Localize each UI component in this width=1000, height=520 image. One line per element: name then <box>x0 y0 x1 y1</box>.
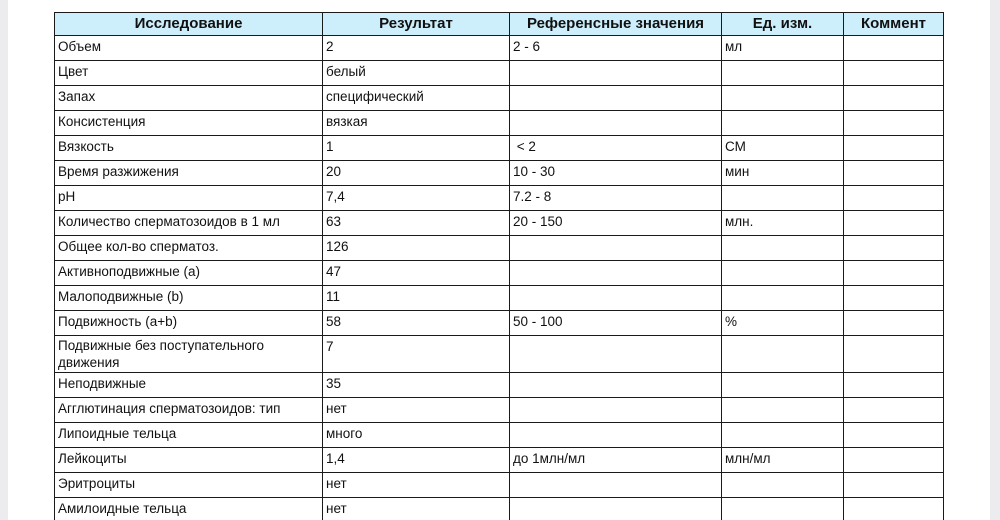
cell-unit <box>722 423 844 448</box>
table-row <box>55 161 944 186</box>
cell-unit: мин <box>722 161 844 186</box>
cell-reference <box>510 423 722 448</box>
cell-test: Время разжижения <box>55 161 323 186</box>
table-row <box>55 448 944 473</box>
cell-unit <box>722 336 844 373</box>
cell-unit: мл <box>722 36 844 61</box>
cell-comment <box>844 311 944 336</box>
cell-comment <box>844 286 944 311</box>
cell-result: 2 <box>323 36 510 61</box>
cell-test: Неподвижные <box>55 373 323 398</box>
cell-unit <box>722 111 844 136</box>
cell-unit <box>722 236 844 261</box>
cell-unit <box>722 473 844 498</box>
cell-comment <box>844 423 944 448</box>
cell-test: Общее кол-во сперматоз. <box>55 236 323 261</box>
cell-reference: до 1млн/мл <box>510 448 722 473</box>
cell-unit: млн. <box>722 211 844 236</box>
cell-reference <box>510 111 722 136</box>
cell-reference: 2 - 6 <box>510 36 722 61</box>
table-row <box>55 86 944 111</box>
column-header-unit: Ед. изм. <box>722 13 844 36</box>
table-row <box>55 473 944 498</box>
cell-comment <box>844 236 944 261</box>
cell-comment <box>844 186 944 211</box>
cell-unit: млн/мл <box>722 448 844 473</box>
table-row <box>55 336 944 373</box>
left-margin-strip <box>0 0 8 520</box>
cell-test: Подвижность (a+b) <box>55 311 323 336</box>
cell-comment <box>844 373 944 398</box>
cell-reference: 10 - 30 <box>510 161 722 186</box>
cell-unit <box>722 261 844 286</box>
cell-unit <box>722 286 844 311</box>
cell-comment <box>844 473 944 498</box>
lab-results-table <box>54 12 944 520</box>
cell-result: 11 <box>323 286 510 311</box>
table-row <box>55 186 944 211</box>
table-header-row <box>55 13 944 36</box>
cell-reference: < 2 <box>510 136 722 161</box>
cell-reference <box>510 336 722 373</box>
cell-reference <box>510 398 722 423</box>
table-row <box>55 286 944 311</box>
cell-comment <box>844 86 944 111</box>
cell-unit <box>722 186 844 211</box>
table-row <box>55 136 944 161</box>
table-row <box>55 498 944 520</box>
cell-test: Цвет <box>55 61 323 86</box>
cell-result: белый <box>323 61 510 86</box>
table-row <box>55 311 944 336</box>
cell-comment <box>844 211 944 236</box>
cell-result: нет <box>323 473 510 498</box>
cell-comment <box>844 161 944 186</box>
cell-unit <box>722 398 844 423</box>
cell-result: 63 <box>323 211 510 236</box>
cell-test: Лейкоциты <box>55 448 323 473</box>
cell-unit: % <box>722 311 844 336</box>
cell-test: Запах <box>55 86 323 111</box>
table-row <box>55 36 944 61</box>
cell-test: Амилоидные тельца <box>55 498 323 520</box>
cell-result: 1,4 <box>323 448 510 473</box>
cell-result: 58 <box>323 311 510 336</box>
cell-result: 7 <box>323 336 510 373</box>
cell-result: много <box>323 423 510 448</box>
cell-result: специфический <box>323 86 510 111</box>
cell-test: Эритроциты <box>55 473 323 498</box>
cell-test: Консистенция <box>55 111 323 136</box>
cell-test: Подвижные без поступательного движения <box>55 336 323 373</box>
cell-result: 1 <box>323 136 510 161</box>
cell-reference <box>510 498 722 520</box>
cell-comment <box>844 136 944 161</box>
table-row <box>55 61 944 86</box>
cell-reference: 50 - 100 <box>510 311 722 336</box>
cell-unit <box>722 498 844 520</box>
cell-unit: СМ <box>722 136 844 161</box>
cell-reference <box>510 61 722 86</box>
cell-reference <box>510 373 722 398</box>
cell-result: нет <box>323 498 510 520</box>
table-row <box>55 373 944 398</box>
cell-result: вязкая <box>323 111 510 136</box>
cell-reference: 20 - 150 <box>510 211 722 236</box>
cell-reference <box>510 261 722 286</box>
column-header-reference: Референсные значения <box>510 13 722 36</box>
table-row <box>55 423 944 448</box>
cell-reference: 7.2 - 8 <box>510 186 722 211</box>
cell-result: 47 <box>323 261 510 286</box>
table-row <box>55 261 944 286</box>
cell-comment <box>844 398 944 423</box>
cell-comment <box>844 498 944 520</box>
cell-reference <box>510 86 722 111</box>
table-row <box>55 211 944 236</box>
scrollbar-track[interactable] <box>990 0 1000 520</box>
table-row <box>55 398 944 423</box>
cell-comment <box>844 261 944 286</box>
cell-comment <box>844 336 944 373</box>
cell-test: Липоидные тельца <box>55 423 323 448</box>
table-row <box>55 236 944 261</box>
cell-result: 126 <box>323 236 510 261</box>
cell-test: Активноподвижные (a) <box>55 261 323 286</box>
cell-reference <box>510 236 722 261</box>
cell-test: pH <box>55 186 323 211</box>
cell-comment <box>844 111 944 136</box>
cell-comment <box>844 448 944 473</box>
column-header-result: Результат <box>323 13 510 36</box>
table-row <box>55 111 944 136</box>
cell-result: 35 <box>323 373 510 398</box>
cell-unit <box>722 86 844 111</box>
cell-test: Объем <box>55 36 323 61</box>
cell-result: 20 <box>323 161 510 186</box>
cell-unit <box>722 373 844 398</box>
cell-unit <box>722 61 844 86</box>
cell-result: нет <box>323 398 510 423</box>
cell-test: Агглютинация сперматозоидов: тип <box>55 398 323 423</box>
cell-comment <box>844 61 944 86</box>
cell-test: Малоподвижные (b) <box>55 286 323 311</box>
column-header-comment: Коммент <box>844 13 944 36</box>
cell-result: 7,4 <box>323 186 510 211</box>
cell-reference <box>510 286 722 311</box>
column-header-test: Исследование <box>55 13 323 36</box>
cell-reference <box>510 473 722 498</box>
cell-test: Вязкость <box>55 136 323 161</box>
cell-test: Количество сперматозоидов в 1 мл <box>55 211 323 236</box>
cell-comment <box>844 36 944 61</box>
